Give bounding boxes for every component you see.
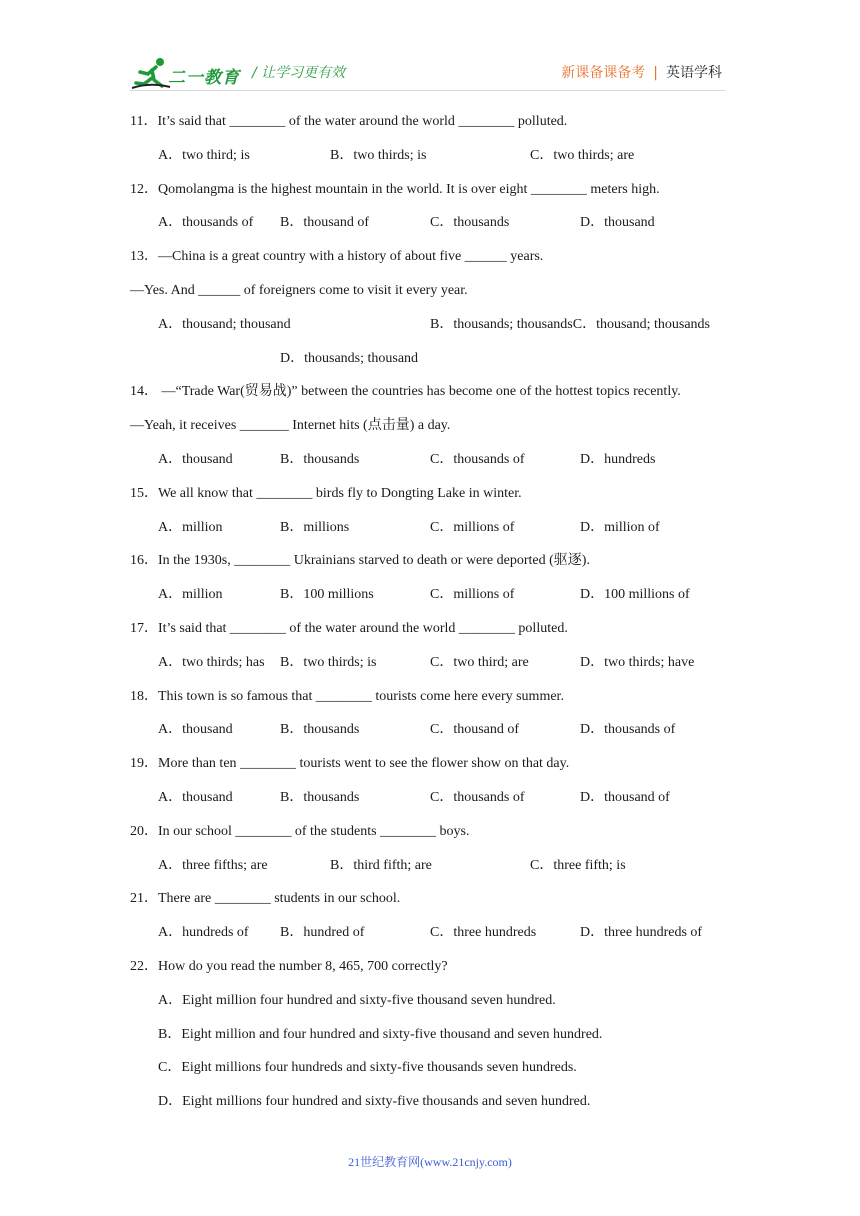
logo-text: 二一教育 [168,68,240,88]
option: C．three fifth; is [530,857,626,873]
option: B．thousands; thousandsC．thousand; thousands [430,316,711,332]
question-stem: 21．There are ________ students in our school. [130,891,401,907]
option-row [130,713,740,747]
running-person-logo-icon [130,56,172,90]
question-stem: 20．In our school ________ of the students ________ boys. [130,823,470,839]
option: B．thousands [280,722,360,738]
question-stem: 14． —“Trade War(贸易战)” between the countries has become one of the hottest topics recently. [130,384,681,400]
option: A．two third; is [158,147,250,163]
option: C．thousand of [430,722,520,738]
option-row [130,342,740,376]
option: D．three hundreds of [580,925,703,941]
question-stem: 18．This town is so famous that ________ tourists come here every summer. [130,688,564,704]
option: B．two thirds; is [330,147,427,163]
option: C．two third; are [430,654,529,670]
option: A．two thirds; has [158,654,265,670]
option: B．Eight million and four hundred and sixty-five thousand and seven hundred. [158,1026,603,1042]
option: A．thousand [158,789,233,805]
option: D．two thirds; have [580,654,695,670]
option: A．million [158,587,223,603]
option: B．hundred of [280,925,365,941]
option: C．thousands of [430,451,525,467]
option-row [130,511,740,545]
option: D．thousands; thousand [280,350,419,366]
option: D．Eight millions four hundred and sixty-five thousands and seven hundred. [158,1094,591,1110]
question-stem: 11．It’s said that ________ of the water around the world ________ polluted. [130,114,568,129]
option: B．thousand of [280,215,370,231]
option: D．thousands of [580,722,676,738]
option: B．thousands [280,789,360,805]
question-stem: 16．In the 1930s, ________ Ukrainians starved to death or were deported (驱逐). [130,553,590,569]
question-stem-reply: —Yeah, it receives _______ Internet hits (点击量) a day. [130,418,451,434]
option: B．thousands [280,451,360,467]
option: C．thousands of [430,789,525,805]
option: D．100 millions of [580,587,690,603]
slogan: / 让学习更有效 [252,65,346,81]
option: A．three fifths; are [158,857,268,873]
option: D．million of [580,519,660,535]
option: C．Eight millions four hundreds and sixty-five thousands seven hundreds. [158,1060,577,1076]
page-header [0,0,860,100]
option: D．hundreds [580,451,656,467]
option: A．thousands of [158,215,254,231]
question-stem: 17．It’s said that ________ of the water around the world ________ polluted. [130,620,568,636]
option-row [130,308,740,342]
question-stem: 15．We all know that ________ birds fly to Dongting Lake in winter. [130,485,522,501]
option: C．three hundreds [430,925,537,941]
question-stem: 13．—China is a great country with a history of about five ______ years. [130,249,544,265]
option: A．thousand [158,451,233,467]
option: A．hundreds of [158,925,249,941]
option: D．thousand [580,215,655,231]
option: A．thousand [158,722,233,738]
question-stem: 19．More than ten ________ tourists went to see the flower show on that day. [130,756,570,772]
option: A．thousand; thousand [158,316,291,332]
header-divider [130,90,725,91]
option-row [130,916,740,950]
option: D．thousand of [580,789,670,805]
option-row [130,443,740,477]
option-row [130,646,740,680]
question-stem: 12．Qomolangma is the highest mountain in the world. It is over eight ________ meters high. [130,181,660,197]
option: B．millions [280,519,350,535]
option: C．millions of [430,519,515,535]
question-stem-reply: —Yes. And ______ of foreigners come to visit it every year. [130,282,468,298]
header-subject [561,62,722,82]
header-course-label: 新课备课备考 [561,65,646,81]
option: B．third fifth; are [330,857,432,873]
option-row [130,578,740,612]
page-footer: 21世纪教育网(www.21cnjy.com) [348,1155,512,1169]
option-row [130,849,740,883]
option-row [130,781,740,815]
header-separator: | [653,65,658,81]
option: C．thousands [430,215,510,231]
option: B．two thirds; is [280,654,377,670]
question-stem: 22．How do you read the number 8, 465, 700 correctly? [130,958,448,974]
option-row [130,206,740,240]
option: C．millions of [430,587,515,603]
option: A．million [158,519,223,535]
option: A．Eight million four hundred and sixty-five thousand seven hundred. [158,992,556,1008]
question-list [130,105,740,1119]
header-subject-label: 英语学科 [666,65,722,81]
option: B．100 millions [280,587,374,603]
option-row [130,139,740,173]
option: C．two thirds; are [530,147,635,163]
